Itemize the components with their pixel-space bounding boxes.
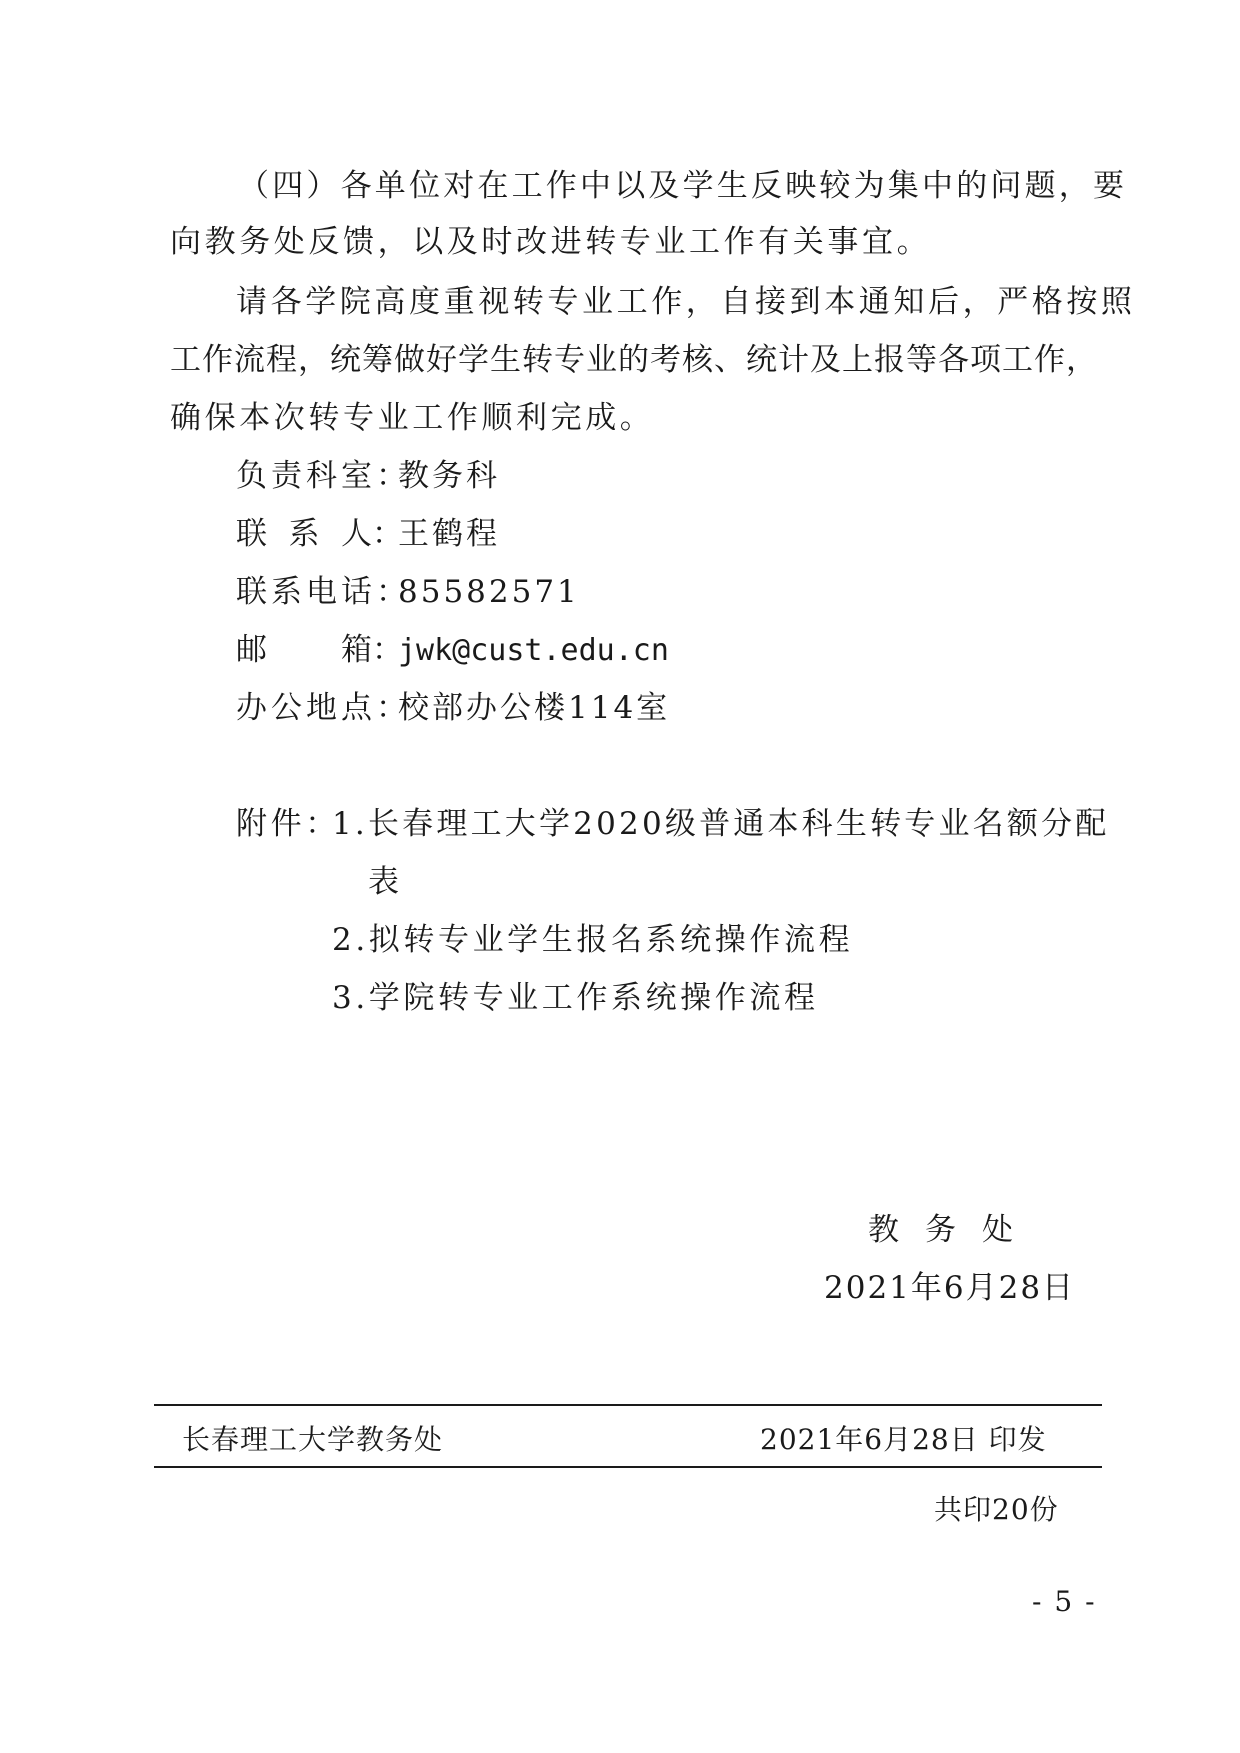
attachment-1-line-2: 表 xyxy=(368,864,403,900)
contact-office-value: 教务科 xyxy=(398,458,500,494)
signing-office: 教务处 xyxy=(868,1212,1039,1248)
signing-date: 2021年6月28日 xyxy=(824,1270,1076,1306)
attachment-3: 3.学院转专业工作系统操作流程 xyxy=(332,980,819,1016)
footer-rule-bottom xyxy=(154,1466,1102,1468)
contact-person-value: 王鹤程 xyxy=(398,516,500,552)
contact-email-label: 邮箱 ： xyxy=(236,632,403,668)
contact-person xyxy=(236,514,500,554)
footer-rule-top xyxy=(154,1404,1102,1406)
contact-address xyxy=(236,688,670,728)
label-colon: ： xyxy=(372,516,403,552)
attachment-1-line-1: 1.长春理工大学2020级普通本科生转专业名额分配 xyxy=(332,806,1110,842)
paragraph-5-line-2: 工作流程，统筹做好学生转专业的考核、统计及上报等各项工作， xyxy=(170,342,1098,378)
contact-phone xyxy=(236,572,580,612)
label-colon: ： xyxy=(372,632,403,668)
contact-address-label: 办公地点： xyxy=(236,690,411,726)
copies-count: 共印20份 xyxy=(934,1493,1059,1526)
contact-person-label: 联系人 ： xyxy=(236,516,403,552)
contact-office xyxy=(236,456,500,496)
contact-email xyxy=(236,630,669,671)
contact-phone-value: 85582571 xyxy=(398,574,580,610)
contact-phone-label: 联系电话： xyxy=(236,574,411,610)
paragraph-4-line-2: 向教务处反馈，以及时改进转专业工作有关事宜。 xyxy=(170,224,932,260)
paragraph-5-line-1: 请各学院高度重视转专业工作，自接到本通知后，严格按照 xyxy=(236,284,1136,320)
footer-issuer: 长春理工大学教务处 xyxy=(182,1423,444,1456)
contact-office-label: 负责科室： xyxy=(236,458,411,494)
attachment-2: 2.拟转专业学生报名系统操作流程 xyxy=(332,922,854,958)
contact-email-value: jwk@cust.edu.cn xyxy=(398,633,669,668)
page-number: - 5 - xyxy=(1032,1585,1097,1618)
paragraph-5-line-3: 确保本次转专业工作顺利完成。 xyxy=(170,400,655,436)
footer-issue-info: 2021年6月28日 印发 xyxy=(760,1423,1047,1456)
contact-address-value: 校部办公楼114室 xyxy=(398,690,671,726)
attachments-label: 附件： xyxy=(236,806,340,842)
paragraph-4-line-1: （四）各单位对在工作中以及学生反映较为集中的问题，要 xyxy=(238,168,1128,204)
